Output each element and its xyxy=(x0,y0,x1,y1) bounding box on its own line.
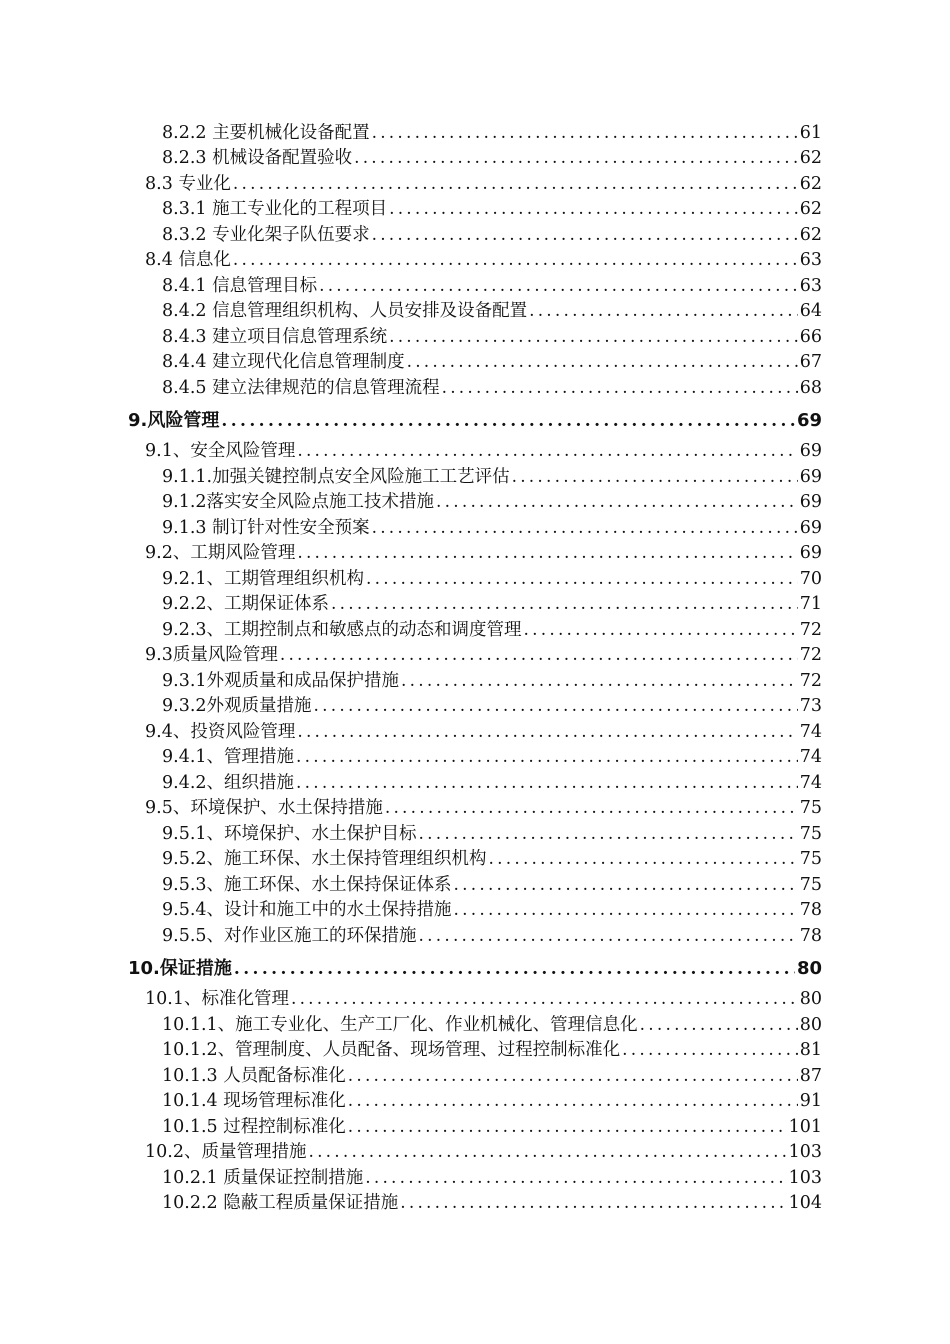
toc-subsection-entry[interactable] xyxy=(0,220,950,246)
toc-page-number: 69 xyxy=(799,441,822,461)
toc-page-number: 73 xyxy=(799,696,822,716)
toc-entry-title: 10.2.1 质量保证控制措施 xyxy=(162,1167,364,1188)
toc-page-number: 69 xyxy=(799,466,822,487)
toc-subsection-entry[interactable] xyxy=(0,348,950,374)
toc-dot-leader xyxy=(640,1014,798,1036)
toc-entry-title: 8.4 信息化 xyxy=(145,250,231,270)
toc-subsection-entry[interactable] xyxy=(0,896,950,922)
toc-page-number: 62 xyxy=(799,199,822,219)
toc-entry-title: 10.1.1、施工专业化、生产工厂化、作业机械化、管理信息化 xyxy=(162,1014,638,1035)
toc-dot-leader xyxy=(331,593,798,615)
toc-page-number: 87 xyxy=(799,1065,822,1086)
toc-section-entry[interactable] xyxy=(0,169,950,195)
toc-page-number: 71 xyxy=(799,594,822,614)
toc-subsection-entry[interactable] xyxy=(0,271,950,297)
toc-page-number: 81 xyxy=(799,1040,822,1060)
toc-dot-leader xyxy=(454,874,798,896)
toc-entry-title: 10.2、质量管理措施 xyxy=(145,1142,307,1162)
toc-page-number: 72 xyxy=(799,619,822,640)
toc-subsection-entry[interactable] xyxy=(0,488,950,514)
toc-entry-title: 8.4.2 信息管理组织机构、人员安排及设备配置 xyxy=(162,301,528,321)
toc-page-number: 91 xyxy=(799,1091,822,1111)
toc-dot-leader xyxy=(401,670,798,692)
toc-entry-title: 9.3.2外观质量措施 xyxy=(162,696,312,716)
toc-subsection-entry[interactable] xyxy=(0,1010,950,1036)
toc-subsection-entry[interactable] xyxy=(0,743,950,769)
toc-page-number: 69 xyxy=(796,409,822,431)
toc-dot-leader xyxy=(296,772,798,794)
toc-entry-title: 9.2.1、工期管理组织机构 xyxy=(162,568,365,589)
toc-dot-leader xyxy=(308,1141,786,1163)
toc-subsection-entry[interactable] xyxy=(0,1112,950,1138)
toc-page-number: 74 xyxy=(799,747,822,767)
toc-dot-leader xyxy=(489,848,798,870)
toc-entry-title: 9.风险管理 xyxy=(128,409,220,431)
toc-dot-leader xyxy=(436,491,798,513)
toc-dot-leader xyxy=(389,326,798,348)
toc-entry-title: 9.4.1、管理措施 xyxy=(162,747,295,767)
toc-dot-leader xyxy=(297,440,797,462)
toc-dot-leader xyxy=(348,1090,798,1112)
toc-dot-leader xyxy=(454,899,798,921)
toc-dot-leader xyxy=(297,721,797,743)
toc-entry-title: 9.4.2、组织措施 xyxy=(162,772,295,793)
toc-dot-leader xyxy=(296,746,798,768)
toc-subsection-entry[interactable] xyxy=(0,564,950,590)
toc-subsection-entry[interactable] xyxy=(0,144,950,170)
toc-dot-leader xyxy=(529,300,798,322)
toc-page-number: 64 xyxy=(799,301,822,321)
toc-page-number: 68 xyxy=(799,377,822,398)
toc-subsection-entry[interactable] xyxy=(0,118,950,144)
toc-entry-title: 9.3.1外观质量和成品保护措施 xyxy=(162,670,400,691)
toc-entry-title: 9.1.1.加强关键控制点安全风险施工工艺评估 xyxy=(162,466,510,487)
toc-page-number: 78 xyxy=(799,900,822,920)
toc-section-entry[interactable] xyxy=(0,246,950,272)
table-of-contents xyxy=(0,118,950,1214)
toc-entry-title: 9.5.2、施工环保、水土保持管理组织机构 xyxy=(162,849,487,869)
toc-page-number: 62 xyxy=(799,148,822,168)
toc-subsection-entry[interactable] xyxy=(0,195,950,221)
toc-section-entry[interactable] xyxy=(0,794,950,820)
toc-page-number: 75 xyxy=(799,823,822,844)
toc-page-number: 103 xyxy=(788,1167,822,1188)
toc-section-entry[interactable] xyxy=(0,985,950,1011)
toc-dot-leader xyxy=(319,275,798,297)
toc-page-number: 61 xyxy=(799,122,822,143)
toc-page-number: 80 xyxy=(796,957,822,979)
toc-section-entry[interactable] xyxy=(0,1138,950,1164)
toc-dot-leader xyxy=(354,147,798,169)
toc-entry-title: 9.1、安全风险管理 xyxy=(145,441,296,461)
toc-entry-title: 10.1.2、管理制度、人员配备、现场管理、过程控制标准化 xyxy=(162,1040,621,1060)
toc-subsection-entry[interactable] xyxy=(0,870,950,896)
toc-subsection-entry[interactable] xyxy=(0,1163,950,1189)
toc-dot-leader xyxy=(348,1065,798,1087)
toc-dot-leader xyxy=(512,466,798,488)
toc-dot-leader xyxy=(622,1039,798,1061)
toc-page-number: 75 xyxy=(799,849,822,869)
toc-page-number: 74 xyxy=(799,772,822,793)
toc-page-number: 74 xyxy=(799,721,822,742)
toc-page-number: 75 xyxy=(799,798,822,818)
toc-entry-title: 9.5.4、设计和施工中的水土保持措施 xyxy=(162,900,452,920)
toc-entry-title: 10.保证措施 xyxy=(128,957,232,979)
toc-subsection-entry[interactable] xyxy=(0,513,950,539)
toc-page-number: 80 xyxy=(799,989,822,1009)
toc-subsection-entry[interactable] xyxy=(0,666,950,692)
toc-dot-leader xyxy=(400,1192,786,1214)
toc-dot-leader xyxy=(233,249,798,271)
toc-dot-leader xyxy=(348,1116,787,1138)
toc-subsection-entry[interactable] xyxy=(0,692,950,718)
toc-entry-title: 8.3.1 施工专业化的工程项目 xyxy=(162,199,388,219)
toc-dot-leader xyxy=(442,377,798,399)
toc-page-number: 103 xyxy=(788,1142,822,1162)
toc-entry-title: 9.2、工期风险管理 xyxy=(145,543,296,563)
toc-dot-leader xyxy=(419,823,798,845)
toc-subsection-entry[interactable] xyxy=(0,373,950,399)
toc-entry-title: 10.2.2 隐蔽工程质量保证措施 xyxy=(162,1193,399,1213)
toc-entry-title: 10.1.3 人员配备标准化 xyxy=(162,1065,346,1086)
toc-entry-title: 9.1.2落实安全风险点施工技术措施 xyxy=(162,492,435,512)
toc-entry-title: 9.5、环境保护、水土保持措施 xyxy=(145,798,383,818)
toc-page-number: 69 xyxy=(799,543,822,563)
toc-section-entry[interactable] xyxy=(0,437,950,463)
toc-subsection-entry[interactable] xyxy=(0,1087,950,1113)
toc-entry-title: 8.3.2 专业化架子队伍要求 xyxy=(162,224,370,245)
toc-dot-leader xyxy=(372,224,798,246)
toc-chapter-entry[interactable] xyxy=(0,399,950,435)
toc-page-number: 80 xyxy=(799,1014,822,1035)
toc-entry-title: 10.1.4 现场管理标准化 xyxy=(162,1091,346,1111)
toc-dot-leader xyxy=(407,351,798,373)
toc-entry-title: 9.2.3、工期控制点和敏感点的动态和调度管理 xyxy=(162,619,522,640)
toc-subsection-entry[interactable] xyxy=(0,322,950,348)
toc-dot-leader xyxy=(233,173,798,195)
toc-page-number: 104 xyxy=(788,1193,822,1213)
toc-page-number: 72 xyxy=(799,670,822,691)
toc-subsection-entry[interactable] xyxy=(0,462,950,488)
toc-entry-title: 8.4.1 信息管理目标 xyxy=(162,275,318,296)
toc-entry-title: 9.3质量风险管理 xyxy=(145,645,278,665)
toc-dot-leader xyxy=(291,988,798,1010)
toc-subsection-entry[interactable] xyxy=(0,921,950,947)
toc-subsection-entry[interactable] xyxy=(0,1036,950,1062)
toc-page-number: 69 xyxy=(799,492,822,512)
toc-page-number: 66 xyxy=(799,326,822,347)
toc-dot-leader xyxy=(221,410,795,432)
toc-dot-leader xyxy=(314,695,798,717)
toc-subsection-entry[interactable] xyxy=(0,819,950,845)
toc-page-number: 62 xyxy=(799,173,822,194)
toc-subsection-entry[interactable] xyxy=(0,590,950,616)
toc-page-number: 78 xyxy=(799,925,822,946)
toc-section-entry[interactable] xyxy=(0,717,950,743)
toc-dot-leader xyxy=(297,542,797,564)
toc-dot-leader xyxy=(372,517,798,539)
toc-page-number: 69 xyxy=(799,517,822,538)
toc-dot-leader xyxy=(280,644,798,666)
toc-subsection-entry[interactable] xyxy=(0,1061,950,1087)
toc-subsection-entry[interactable] xyxy=(0,297,950,323)
toc-page-number: 75 xyxy=(799,874,822,895)
toc-page-number: 101 xyxy=(788,1116,822,1137)
toc-page-number: 70 xyxy=(799,568,822,589)
toc-dot-leader xyxy=(366,568,798,590)
toc-dot-leader xyxy=(385,797,798,819)
toc-dot-leader xyxy=(365,1167,786,1189)
toc-entry-title: 9.4、投资风险管理 xyxy=(145,721,296,742)
toc-entry-title: 8.4.3 建立项目信息管理系统 xyxy=(162,326,388,347)
toc-dot-leader xyxy=(524,619,798,641)
toc-entry-title: 8.4.5 建立法律规范的信息管理流程 xyxy=(162,377,440,398)
toc-dot-leader xyxy=(234,958,795,980)
toc-subsection-entry[interactable] xyxy=(0,845,950,871)
toc-subsection-entry[interactable] xyxy=(0,768,950,794)
toc-dot-leader xyxy=(372,122,798,144)
toc-entry-title: 9.5.1、环境保护、水土保护目标 xyxy=(162,823,417,844)
toc-dot-leader xyxy=(419,925,798,947)
toc-entry-title: 9.5.5、对作业区施工的环保措施 xyxy=(162,925,417,946)
toc-page-number: 63 xyxy=(799,250,822,270)
toc-entry-title: 8.3 专业化 xyxy=(145,173,231,194)
toc-page-number: 62 xyxy=(799,224,822,245)
toc-page-number: 67 xyxy=(799,352,822,372)
toc-entry-title: 8.4.4 建立现代化信息管理制度 xyxy=(162,352,405,372)
toc-entry-title: 8.2.3 机械设备配置验收 xyxy=(162,148,353,168)
toc-page-number: 63 xyxy=(799,275,822,296)
toc-chapter-entry[interactable] xyxy=(0,947,950,983)
toc-entry-title: 10.1.5 过程控制标准化 xyxy=(162,1116,346,1137)
toc-dot-leader xyxy=(389,198,798,220)
toc-entry-title: 10.1、标准化管理 xyxy=(145,989,289,1009)
toc-entry-title: 9.5.3、施工环保、水土保持保证体系 xyxy=(162,874,452,895)
toc-subsection-entry[interactable] xyxy=(0,615,950,641)
toc-entry-title: 9.2.2、工期保证体系 xyxy=(162,594,330,614)
toc-page-number: 72 xyxy=(799,645,822,665)
toc-entry-title: 8.2.2 主要机械化设备配置 xyxy=(162,122,370,143)
toc-subsection-entry[interactable] xyxy=(0,1189,950,1215)
toc-section-entry[interactable] xyxy=(0,641,950,667)
toc-entry-title: 9.1.3 制订针对性安全预案 xyxy=(162,517,370,538)
toc-section-entry[interactable] xyxy=(0,539,950,565)
